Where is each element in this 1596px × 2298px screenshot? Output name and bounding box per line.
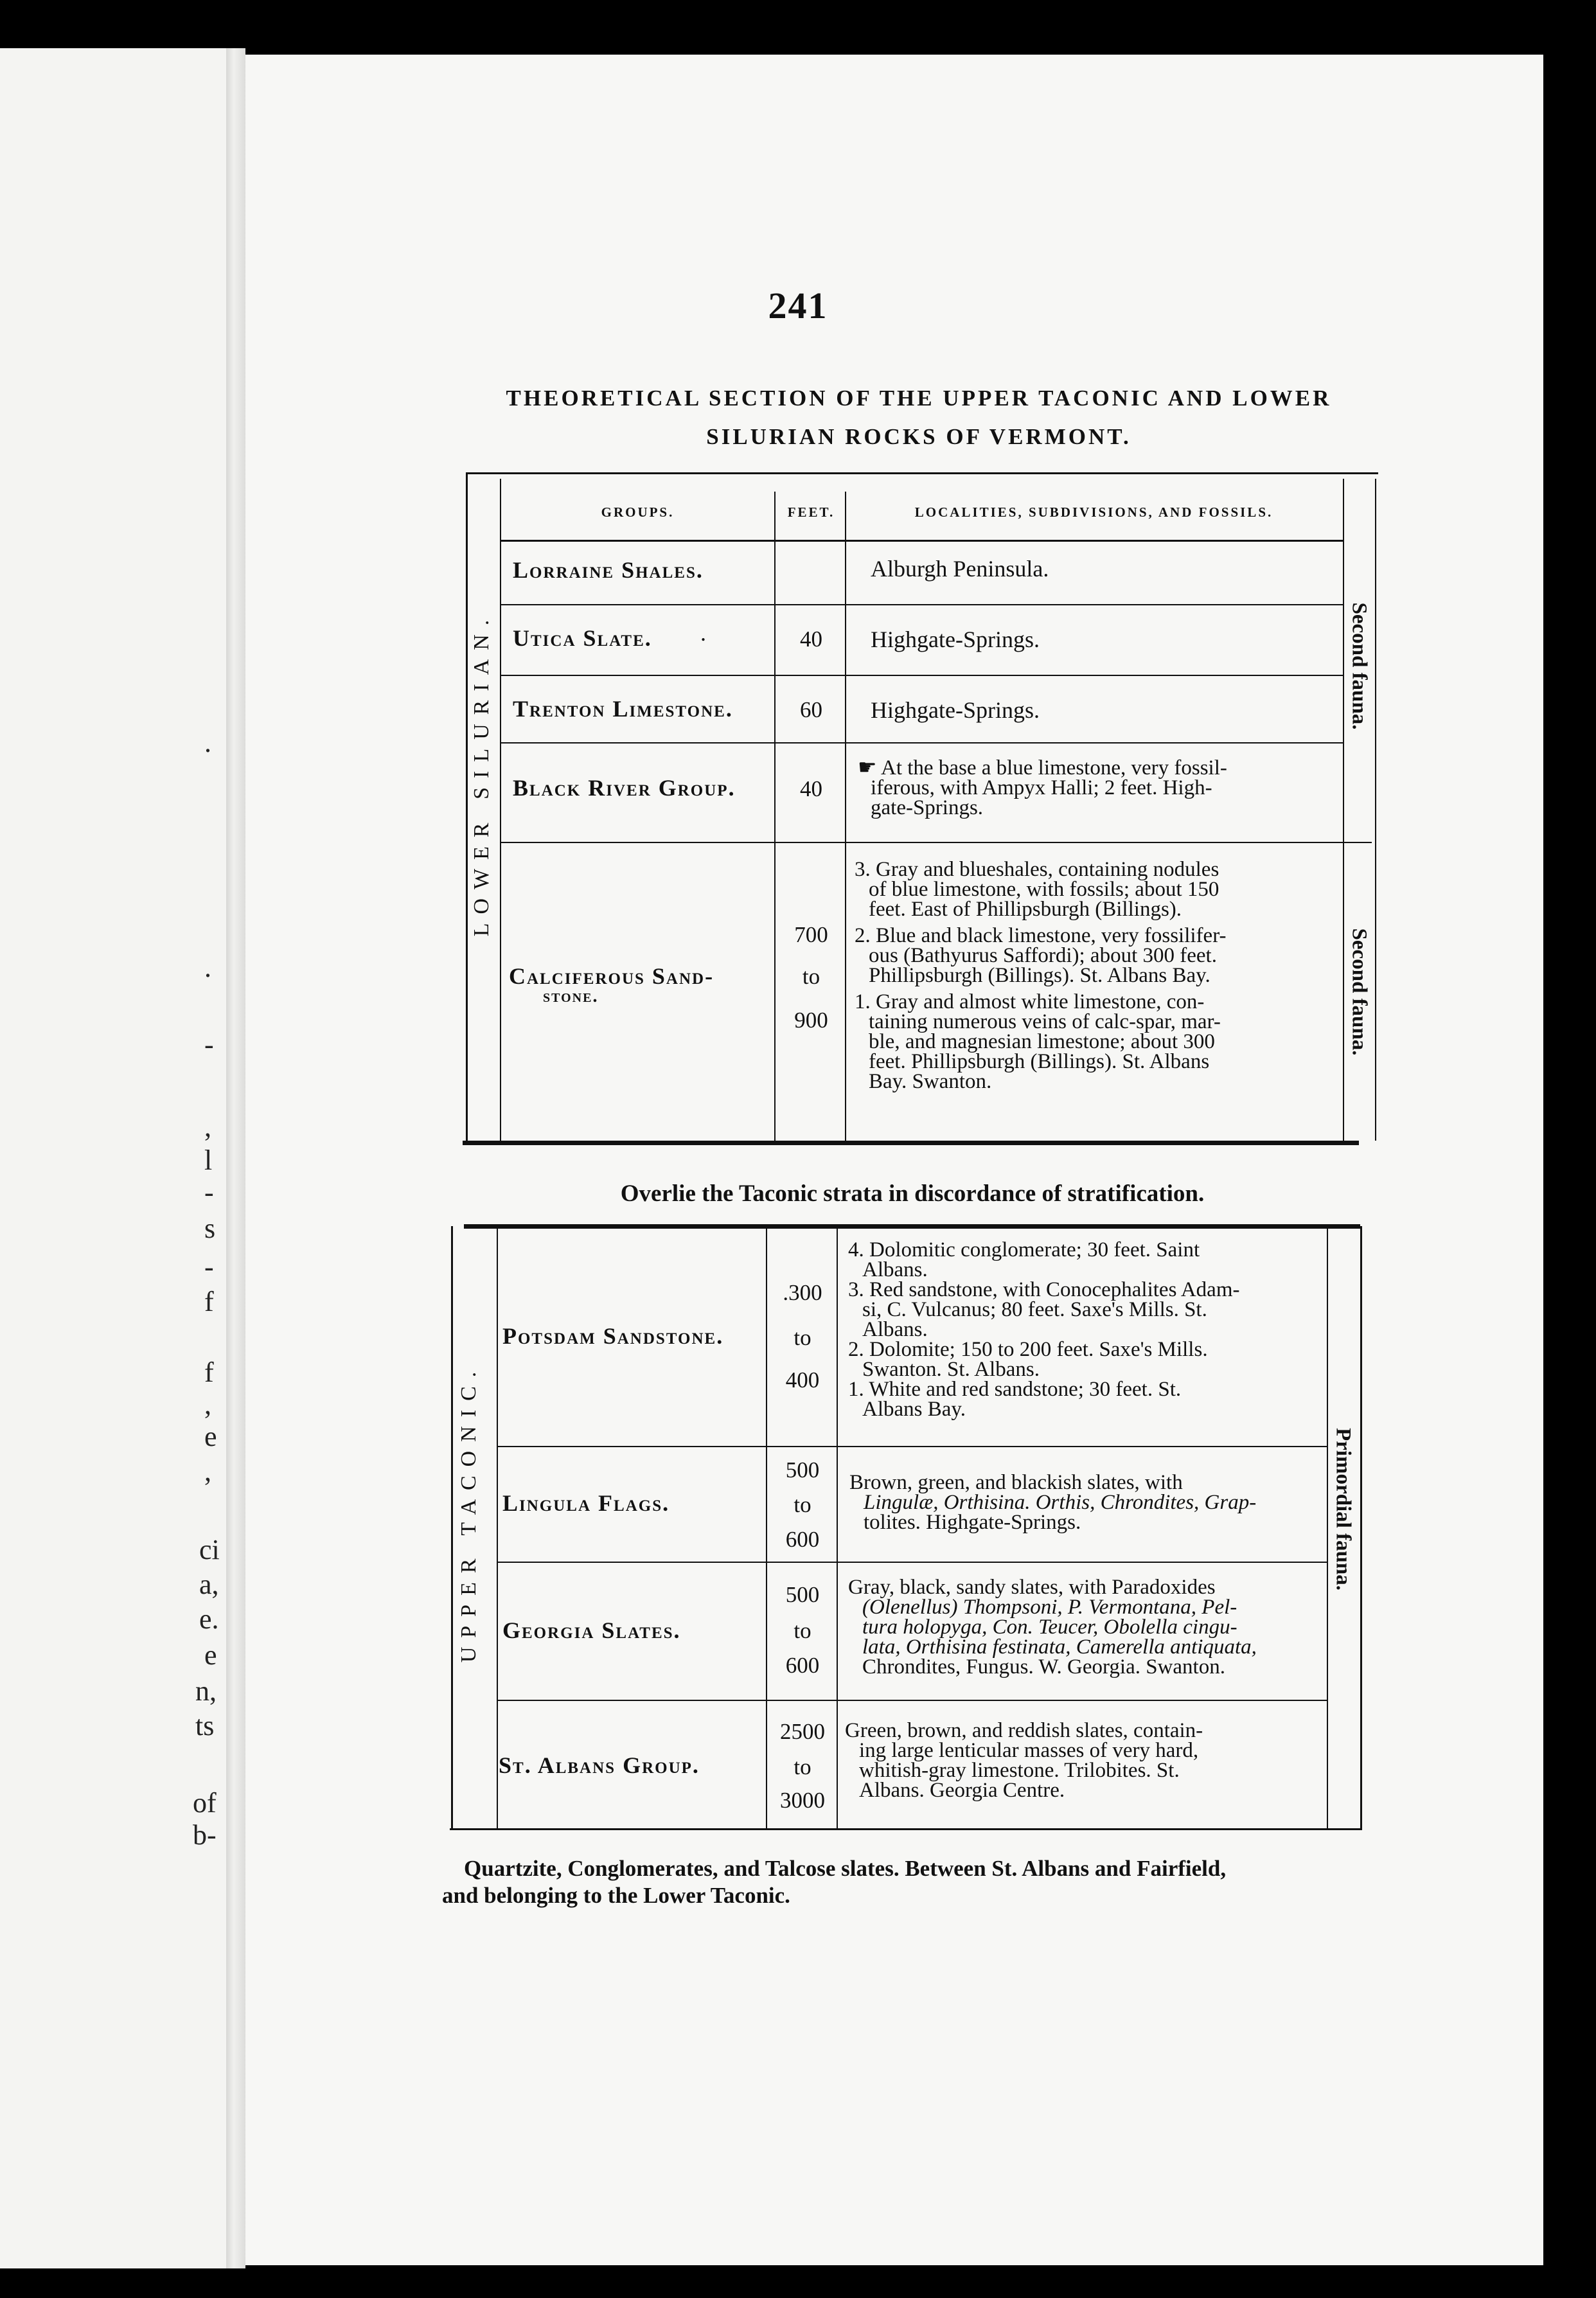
group-name: Georgia Slates.	[502, 1617, 681, 1643]
text-line: 2. Dolomite; 150 to 200 feet. Saxe's Mills.	[848, 1338, 1208, 1361]
margin-fragment: a,	[199, 1569, 219, 1600]
upper-taconic-label: UPPER TACONIC.	[457, 1362, 481, 1663]
localities-text	[849, 1473, 1256, 1533]
localities-text	[845, 1721, 1203, 1801]
rule	[1375, 479, 1376, 1141]
rule	[501, 604, 1343, 605]
thick-rule	[463, 1141, 1359, 1145]
header-feet: FEET.	[787, 504, 835, 520]
rule	[498, 1700, 1327, 1701]
feet-value: 2500	[780, 1719, 825, 1744]
text-line: iferous, with Ampyx Halli; 2 feet. High-	[871, 776, 1212, 799]
group-name: Trenton Limestone.	[513, 696, 733, 722]
localities-text	[858, 758, 1227, 818]
localities-text: Highgate-Springs.	[871, 627, 1040, 652]
leader-dot: .	[700, 620, 706, 646]
rule	[450, 1828, 1362, 1830]
text-line: Green, brown, and reddish slates, contain-	[845, 1719, 1203, 1742]
facing-page-edge	[0, 48, 231, 2268]
group-name: Calciferous Sand-	[509, 963, 714, 989]
rule	[498, 1446, 1327, 1447]
margin-fragment: of	[193, 1787, 217, 1819]
text-line: whitish-gray limestone. Trilobites. St.	[859, 1759, 1180, 1782]
text-line: si, C. Vulcanus; 80 feet. Saxe's Mills. St.	[862, 1298, 1207, 1321]
text-line: 2. Blue and black limestone, very fossilifer-	[855, 924, 1227, 947]
margin-fragment: ,	[204, 1456, 211, 1487]
page-number: 241	[768, 285, 828, 326]
margin-fragment: f	[204, 1357, 214, 1388]
text-line: Albans. Georgia Centre.	[859, 1779, 1065, 1802]
margin-fragment: e	[204, 1421, 217, 1452]
rule	[451, 1226, 453, 1830]
text-line: Albans Bay.	[862, 1398, 966, 1421]
rule	[774, 492, 776, 1141]
header-groups: GROUPS.	[601, 504, 675, 520]
rule	[1327, 1226, 1328, 1830]
text-line: 1. White and red sandstone; 30 feet. St.	[848, 1378, 1182, 1401]
margin-fragment: ,	[204, 1389, 211, 1420]
feet-value: 400	[785, 1367, 820, 1393]
text-line: tura holopyga, Con. Teucer, Obolella cingu-	[862, 1616, 1237, 1639]
footer-note-line-2: and belonging to the Lower Taconic.	[442, 1883, 790, 1908]
text-line: Gray, black, sandy slates, with Paradoxides	[848, 1576, 1216, 1599]
margin-fragment: n,	[195, 1675, 217, 1707]
margin-fragment: ci	[199, 1534, 220, 1565]
localities-text: Alburgh Peninsula.	[871, 556, 1049, 582]
text-line: ous (Bathyurus Saffordi); about 300 feet.	[869, 944, 1217, 967]
feet-value: 40	[800, 627, 822, 652]
feet-value: to	[794, 1754, 811, 1779]
text-line: Swanton. St. Albans.	[862, 1358, 1040, 1381]
text-line: Brown, green, and blackish slates, with	[849, 1471, 1183, 1494]
rule	[845, 492, 846, 1141]
feet-value: 900	[794, 1008, 828, 1033]
feet-value: to	[794, 1618, 811, 1643]
text-line: 1. Gray and almost white limestone, con-	[855, 990, 1205, 1013]
feet-value: .300	[783, 1280, 822, 1305]
feet-value: 40	[800, 776, 822, 801]
localities-text	[855, 860, 1227, 1092]
thick-rule	[464, 1224, 1360, 1229]
text-line: ing large lenticular masses of very hard,	[859, 1739, 1199, 1762]
rule	[498, 1562, 1327, 1563]
text-line: feet. East of Phillipsburgh (Billings).	[869, 898, 1182, 921]
feet-value: 700	[794, 922, 828, 947]
text-line: taining numerous veins of calc-spar, mar-	[869, 1010, 1221, 1033]
text-line: Bay. Swanton.	[869, 1070, 992, 1093]
rule	[1360, 1226, 1362, 1830]
group-name: Black River Group.	[513, 775, 736, 801]
group-name: St. Albans Group.	[499, 1752, 700, 1778]
rule	[466, 472, 468, 1144]
group-name: Lingula Flags.	[502, 1490, 670, 1516]
rule	[500, 479, 501, 1141]
group-name: stone.	[543, 986, 599, 1006]
rule	[501, 540, 1343, 542]
text-line: 4. Dolomitic conglomerate; 30 feet. Saint	[848, 1238, 1200, 1261]
header-localities: LOCALITIES, SUBDIVISIONS, AND FOSSILS.	[914, 504, 1273, 520]
localities-text: Highgate-Springs.	[871, 697, 1040, 723]
margin-fragment: -	[204, 1177, 214, 1208]
margin-fragment: ,	[204, 1111, 211, 1143]
text-line: ble, and magnesian limestone; about 300	[869, 1030, 1215, 1053]
text-line: tolites. Highgate-Springs.	[864, 1511, 1081, 1534]
rule	[501, 675, 1343, 676]
discordance-note: Overlie the Taconic strata in discordance of stratification.	[620, 1180, 1205, 1207]
text-line: feet. Phillipsburgh (Billings). St. Albans	[869, 1050, 1210, 1073]
margin-fragment: .	[204, 952, 211, 983]
margin-fragment: b-	[193, 1819, 217, 1851]
margin-fragment: -	[204, 1251, 214, 1283]
margin-fragment: .	[204, 727, 211, 758]
footer-note-line-1: Quartzite, Conglomerates, and Talcose slates. Between St. Albans and Fairfield,	[464, 1856, 1227, 1881]
rule	[837, 1226, 838, 1830]
feet-value: to	[802, 964, 820, 989]
margin-fragment: e.	[199, 1603, 219, 1635]
margin-fragment: f	[204, 1286, 214, 1317]
group-name: Lorraine Shales.	[513, 557, 704, 583]
margin-fragment: e	[204, 1639, 217, 1671]
text-line: (Olenellus) Thompsoni, P. Vermontana, Pel-	[862, 1596, 1237, 1619]
table-title-line-1: THEORETICAL SECTION OF THE UPPER TACONIC AND LOWER	[506, 386, 1332, 411]
margin-fragment: -	[204, 1029, 214, 1060]
feet-value: 600	[785, 1527, 820, 1552]
localities-text	[848, 1240, 1240, 1420]
feet-value: to	[794, 1325, 811, 1350]
group-name: Utica Slate.	[513, 625, 652, 651]
feet-value: 3000	[780, 1788, 825, 1813]
text-line: of blue limestone, with fossils; about 150	[869, 878, 1219, 901]
feet-value: 500	[785, 1457, 820, 1483]
table-title-line-2: SILURIAN ROCKS OF VERMONT.	[706, 424, 1131, 449]
text-line: Chrondites, Fungus. W. Georgia. Swanton.	[862, 1655, 1225, 1679]
text-line: 3. Red sandstone, with Conocephalites Adam-	[848, 1278, 1240, 1301]
rule	[497, 1226, 498, 1830]
second-fauna-label: Second fauna.	[1347, 928, 1371, 1056]
margin-fragment: l	[204, 1145, 213, 1176]
rule	[1343, 479, 1344, 1141]
rule	[501, 842, 1372, 843]
lower-silurian-label: LOWER SILURIAN.	[470, 610, 493, 937]
rule	[766, 1226, 767, 1830]
text-line: 3. Gray and blueshales, containing nodules	[855, 858, 1219, 881]
feet-value: 600	[785, 1653, 820, 1678]
text-line: gate-Springs.	[871, 796, 984, 819]
rule	[466, 472, 1378, 474]
second-fauna-label: Second fauna.	[1347, 602, 1371, 730]
text-line: Albans.	[862, 1258, 928, 1281]
text-line: Phillipsburgh (Billings). St. Albans Bay.	[869, 964, 1210, 987]
feet-value: 500	[785, 1582, 820, 1607]
text-line: Albans.	[862, 1318, 928, 1341]
feet-value: 60	[800, 697, 822, 722]
text-line: lata, Orthisina festinata, Camerella antiquata,	[862, 1635, 1257, 1659]
localities-text	[848, 1578, 1257, 1677]
text-line: Lingulæ, Orthisina. Orthis, Chrondites, Grap-	[864, 1491, 1257, 1514]
text-line: ☛ At the base a blue limestone, very fossil-	[858, 756, 1227, 779]
feet-value: to	[794, 1492, 811, 1517]
primordial-fauna-label: Primordial fauna.	[1331, 1428, 1355, 1590]
group-name: Potsdam Sandstone.	[502, 1323, 724, 1349]
rule	[501, 742, 1343, 744]
margin-fragment: s	[204, 1213, 216, 1244]
book-gutter	[226, 48, 245, 2268]
margin-fragment: ts	[195, 1710, 215, 1741]
